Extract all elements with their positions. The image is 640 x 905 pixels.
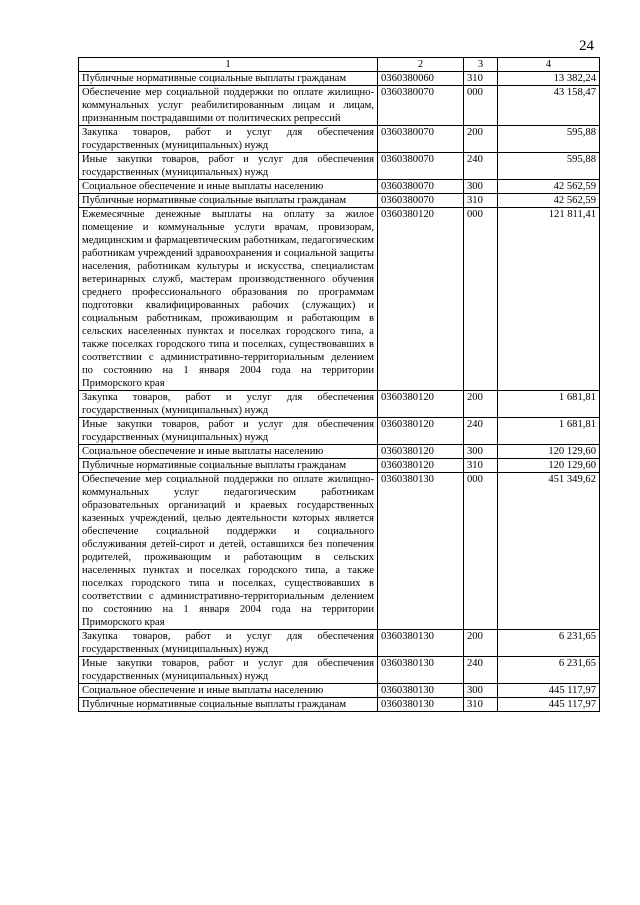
row-name: Публичные нормативные социальные выплаты гражданам — [79, 72, 378, 86]
row-target-code: 0360380070 — [378, 194, 464, 208]
row-expense-type: 310 — [464, 459, 498, 473]
row-amount: 43 158,47 — [498, 86, 600, 126]
row-target-code: 0360380070 — [378, 126, 464, 153]
row-expense-type: 310 — [464, 698, 498, 712]
row-target-code: 0360380130 — [378, 630, 464, 657]
row-target-code: 0360380120 — [378, 445, 464, 459]
row-name: Социальное обеспечение и иные выплаты населению — [79, 445, 378, 459]
row-amount: 445 117,97 — [498, 684, 600, 698]
row-target-code: 0360380070 — [378, 180, 464, 194]
row-expense-type: 200 — [464, 391, 498, 418]
row-target-code: 0360380130 — [378, 698, 464, 712]
row-amount: 42 562,59 — [498, 180, 600, 194]
row-name: Обеспечение мер социальной поддержки по оплате жилищно-коммунальных услуг реабилитированным лицам и лицам, признанным пострадавшими от политических репрессий — [79, 86, 378, 126]
row-target-code: 0360380120 — [378, 459, 464, 473]
header-col-4: 4 — [498, 58, 600, 72]
row-target-code: 0360380120 — [378, 418, 464, 445]
row-target-code: 0360380120 — [378, 208, 464, 391]
row-expense-type: 000 — [464, 208, 498, 391]
page-number: 24 — [579, 38, 594, 54]
row-amount: 6 231,65 — [498, 657, 600, 684]
table-row — [79, 473, 600, 630]
row-expense-type: 300 — [464, 180, 498, 194]
table-row — [79, 445, 600, 459]
row-name: Иные закупки товаров, работ и услуг для обеспечения государственных (муниципальных) нужд — [79, 153, 378, 180]
row-amount: 451 349,62 — [498, 473, 600, 630]
header-col-1: 1 — [79, 58, 378, 72]
row-expense-type: 000 — [464, 473, 498, 630]
row-name: Ежемесячные денежные выплаты на оплату за жилое помещение и коммунальные услуги врачам, провизорам, медицинским и фармацевтическим работникам, педагогическим работникам учреждений здравоохранения и социальной защиты населения, работникам культуры и искусства, специалистам ветеринарных служб, мастерам производственного обучения среднего профессионального образования по программам подготовки квалифицированных рабочих (служащих) и социальным работникам, проживающим и работающим в сельских населенных пунктах и поселках городского типа, а также поселках городского типа и поселках, существовавших в соответствии с административно-территориальным делением по состоянию на 1 января 2004 года на территории Приморского края — [79, 208, 378, 391]
table-body — [79, 72, 600, 712]
row-name: Закупка товаров, работ и услуг для обеспечения государственных (муниципальных) нужд — [79, 630, 378, 657]
table-row — [79, 391, 600, 418]
row-name: Публичные нормативные социальные выплаты гражданам — [79, 459, 378, 473]
row-expense-type: 240 — [464, 657, 498, 684]
table-row — [79, 194, 600, 208]
row-target-code: 0360380130 — [378, 657, 464, 684]
row-amount: 6 231,65 — [498, 630, 600, 657]
row-expense-type: 240 — [464, 418, 498, 445]
table-row — [79, 72, 600, 86]
row-name: Иные закупки товаров, работ и услуг для обеспечения государственных (муниципальных) нужд — [79, 657, 378, 684]
row-name: Социальное обеспечение и иные выплаты населению — [79, 180, 378, 194]
row-expense-type: 200 — [464, 126, 498, 153]
row-name: Публичные нормативные социальные выплаты гражданам — [79, 194, 378, 208]
row-name: Публичные нормативные социальные выплаты гражданам — [79, 698, 378, 712]
row-target-code: 0360380130 — [378, 473, 464, 630]
row-target-code: 0360380120 — [378, 391, 464, 418]
row-name: Социальное обеспечение и иные выплаты населению — [79, 684, 378, 698]
table-row — [79, 698, 600, 712]
row-name: Закупка товаров, работ и услуг для обеспечения государственных (муниципальных) нужд — [79, 391, 378, 418]
header-col-2: 2 — [378, 58, 464, 72]
row-name: Иные закупки товаров, работ и услуг для обеспечения государственных (муниципальных) нужд — [79, 418, 378, 445]
row-name: Обеспечение мер социальной поддержки по оплате жилищно-коммунальных услуг педагогическим работникам образовательных организаций и краевых государственных казенных учреждений, целью деятельности которых является обеспечение социальной поддержки и социального обслуживания детей-сирот и детей, оставшихся без попечения родителей, проживающим и работающим в сельских населенных пунктах и поселках городского типа, а также поселках городского типа и поселках, существовавших в соответствии с административно-территориальным делением по состоянию на 1 января 2004 года на территории Приморского края — [79, 473, 378, 630]
table-header-row — [79, 58, 600, 72]
row-amount: 120 129,60 — [498, 445, 600, 459]
row-amount: 595,88 — [498, 153, 600, 180]
header-col-3: 3 — [464, 58, 498, 72]
row-expense-type: 000 — [464, 86, 498, 126]
table-row — [79, 630, 600, 657]
budget-table — [78, 57, 600, 712]
row-amount: 120 129,60 — [498, 459, 600, 473]
row-amount: 42 562,59 — [498, 194, 600, 208]
table-row — [79, 418, 600, 445]
row-expense-type: 200 — [464, 630, 498, 657]
row-expense-type: 300 — [464, 684, 498, 698]
row-target-code: 0360380130 — [378, 684, 464, 698]
row-expense-type: 300 — [464, 445, 498, 459]
table-row — [79, 153, 600, 180]
row-expense-type: 240 — [464, 153, 498, 180]
row-expense-type: 310 — [464, 72, 498, 86]
row-target-code: 0360380070 — [378, 86, 464, 126]
row-amount: 121 811,41 — [498, 208, 600, 391]
row-amount: 445 117,97 — [498, 698, 600, 712]
table-row — [79, 86, 600, 126]
row-name: Закупка товаров, работ и услуг для обеспечения государственных (муниципальных) нужд — [79, 126, 378, 153]
table-row — [79, 126, 600, 153]
table-row — [79, 208, 600, 391]
row-amount: 595,88 — [498, 126, 600, 153]
table-row — [79, 684, 600, 698]
row-expense-type: 310 — [464, 194, 498, 208]
table-row — [79, 459, 600, 473]
row-amount: 13 382,24 — [498, 72, 600, 86]
row-amount: 1 681,81 — [498, 418, 600, 445]
table-row — [79, 180, 600, 194]
row-amount: 1 681,81 — [498, 391, 600, 418]
row-target-code: 0360380070 — [378, 153, 464, 180]
table-row — [79, 657, 600, 684]
row-target-code: 0360380060 — [378, 72, 464, 86]
